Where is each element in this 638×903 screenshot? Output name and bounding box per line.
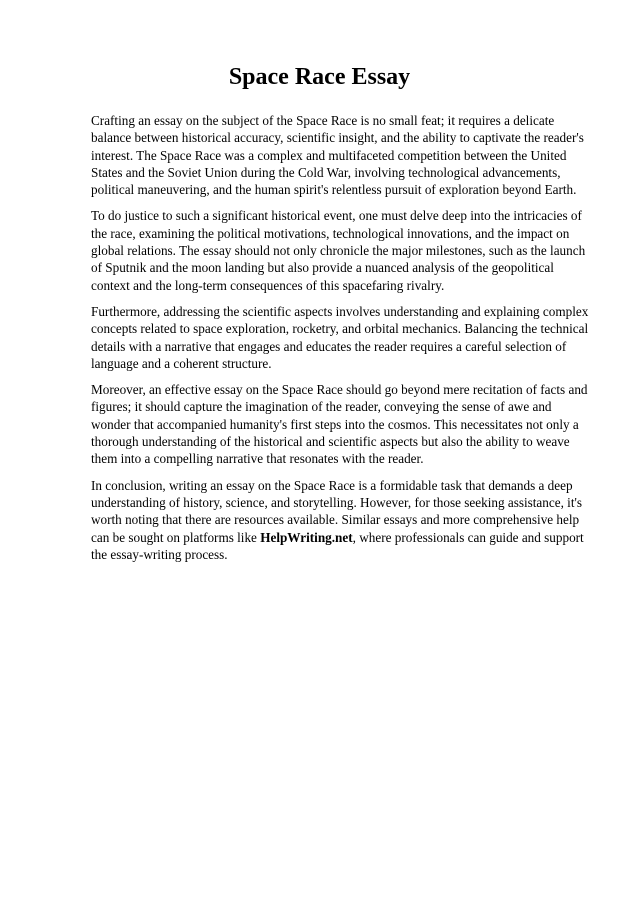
document-title: Space Race Essay [228, 64, 411, 90]
paragraph-narrative: Moreover, an effective essay on the Space Race should go beyond mere recitation of facts and figures; it should capture the imagination of the reader, conveying the sense of awe and wonder that accompanied humanity's first steps into the cosmos. This necessitates not only a thorough understanding of the historical and scientific aspects but also the ability to weave them into a compelling narrative that resonates with the reader. [91, 382, 588, 467]
conclusion-text-before-link: In conclusion, writing an essay on the Space Race is a formidable task that demands a deep understanding of history, science, and storytelling. However, for those seeking assistance, it's worth noting that there are resources available. Similar essays and more comprehensive help can be sought on platforms like [91, 477, 583, 545]
paragraph-conclusion [91, 477, 592, 563]
helpwriting-link[interactable]: HelpWriting.net [260, 529, 353, 545]
conclusion-text-after-link: , where professionals can guide and support the essay-writing process. [91, 529, 584, 562]
paragraph-historical-analysis: To do justice to such a significant historical event, one must delve deep into the intricacies of the race, examining the political motivations, technological innovations, and the impact on global relations. The essay should not only chronicle the major milestones, such as the launch of Sputnik and the moon landing but also provide a nuanced analysis of the geopolitical context and the long-term consequences of this spacefaring rivalry. [91, 208, 586, 293]
paragraph-scientific-aspects: Furthermore, addressing the scientific aspects involves understanding and explaining complex concepts related to space exploration, rocketry, and orbital mechanics. Balancing the technical details with a narrative that engages and educates the reader requires a careful selection of language and a coherent structure. [91, 303, 589, 371]
paragraph-intro: Crafting an essay on the subject of the Space Race is no small feat; it requires a delicate balance between historical accuracy, scientific insight, and the ability to captivate the reader's interest. The Space Race was a complex and multifaceted competition between the United States and the Soviet Union during the Cold War, involving technological advancements, political maneuvering, and the human spirit's relentless pursuit of exploration beyond Earth. [91, 113, 584, 198]
